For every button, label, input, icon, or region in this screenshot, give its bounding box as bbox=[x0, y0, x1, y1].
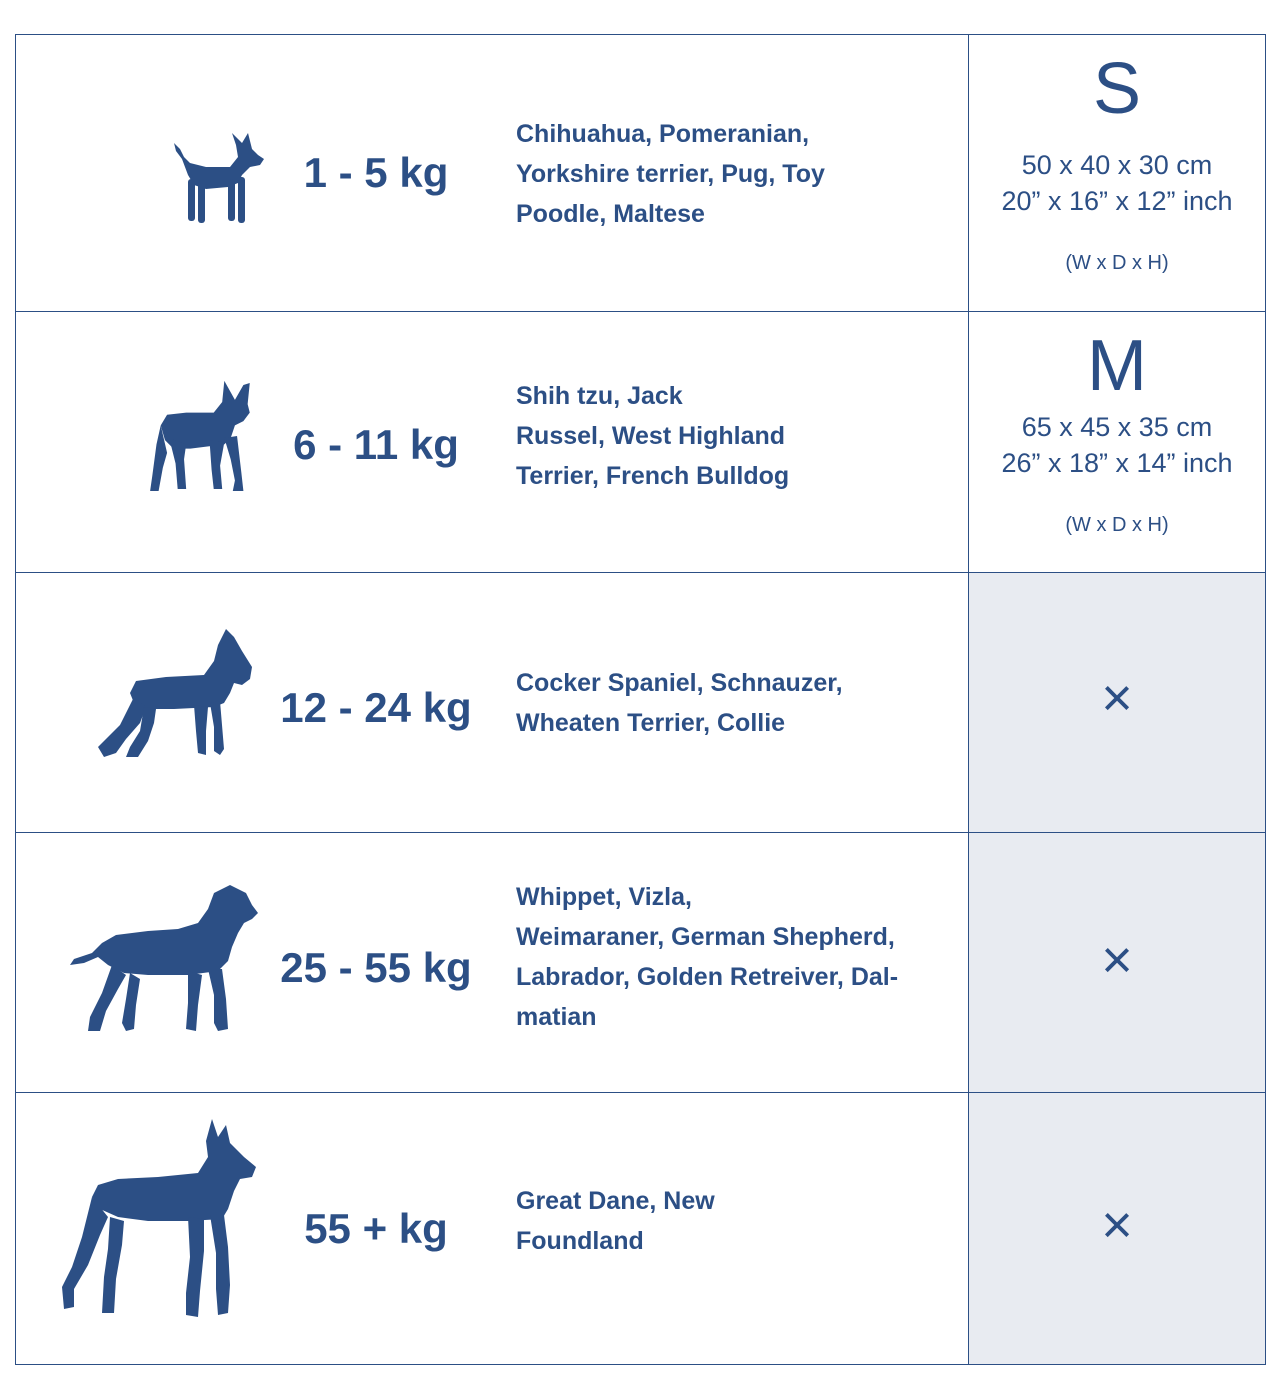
weight-range: 12 - 24 kg bbox=[280, 684, 472, 731]
bed-size-cell bbox=[969, 312, 1265, 572]
great-dane-silhouette-icon bbox=[58, 1117, 258, 1323]
labrador-silhouette-icon bbox=[68, 883, 258, 1039]
size-imperial: 20” x 16” x 12” inch bbox=[1001, 186, 1233, 216]
breed-line: Whippet, Vizla, bbox=[516, 883, 692, 911]
size-letter: S bbox=[1092, 49, 1142, 129]
bed-size-cell bbox=[969, 35, 1265, 311]
breed-list bbox=[516, 663, 956, 743]
breed-line: Shih tzu, Jack bbox=[516, 382, 683, 410]
breed-list bbox=[516, 1181, 956, 1261]
schnauzer-silhouette-icon bbox=[94, 627, 254, 761]
breed-list bbox=[516, 114, 956, 234]
weight-range: 25 - 55 kg bbox=[280, 944, 472, 991]
breed-line: Yorkshire terrier, Pug, Toy bbox=[516, 160, 825, 188]
breed-line: Russel, West Highland bbox=[516, 422, 786, 450]
dimension-note: (W x D x H) bbox=[1065, 514, 1169, 536]
size-guide-table bbox=[15, 34, 1266, 1365]
breed-line: Foundland bbox=[516, 1227, 644, 1255]
size-metric: 50 x 40 x 30 cm bbox=[1021, 150, 1213, 180]
breed-line: Terrier, French Bulldog bbox=[516, 462, 790, 490]
bed-size-cell-unavailable bbox=[969, 573, 1265, 832]
size-imperial: 26” x 18” x 14” inch bbox=[1001, 448, 1233, 478]
breed-line: Great Dane, New bbox=[516, 1187, 715, 1215]
table-row bbox=[16, 311, 1265, 572]
table-row bbox=[16, 832, 1265, 1092]
size-metric: 65 x 45 x 35 cm bbox=[1021, 412, 1213, 442]
breed-line: Chihuahua, Pomeranian, bbox=[516, 120, 810, 148]
table-row bbox=[16, 1092, 1265, 1364]
breed-line: Wheaten Terrier, Collie bbox=[516, 709, 786, 737]
breed-list bbox=[516, 877, 956, 1037]
breed-list bbox=[516, 376, 956, 496]
chihuahua-silhouette-icon bbox=[166, 127, 266, 231]
bed-size-cell-unavailable bbox=[969, 833, 1265, 1092]
weight-range: 55 + kg bbox=[304, 1205, 448, 1252]
unavailable-x-icon: × bbox=[1101, 668, 1133, 728]
breed-line: Cocker Spaniel, Schnauzer, bbox=[516, 669, 843, 697]
unavailable-x-icon: × bbox=[1101, 930, 1133, 990]
breed-line: Labrador, Golden Retreiver, Dal- bbox=[516, 963, 899, 991]
size-letter: M bbox=[1087, 326, 1147, 406]
table-row bbox=[16, 35, 1265, 311]
unavailable-x-icon: × bbox=[1101, 1195, 1133, 1255]
bed-size-cell-unavailable bbox=[969, 1093, 1265, 1364]
breed-line: Poodle, Maltese bbox=[516, 200, 705, 228]
weight-range: 6 - 11 kg bbox=[293, 421, 459, 468]
table-row bbox=[16, 572, 1265, 832]
weight-range: 1 - 5 kg bbox=[303, 149, 449, 196]
dimension-note: (W x D x H) bbox=[1065, 252, 1169, 274]
breed-line: matian bbox=[516, 1003, 597, 1031]
french-bulldog-silhouette-icon bbox=[148, 378, 254, 496]
breed-line: Weimaraner, German Shepherd, bbox=[516, 923, 895, 951]
